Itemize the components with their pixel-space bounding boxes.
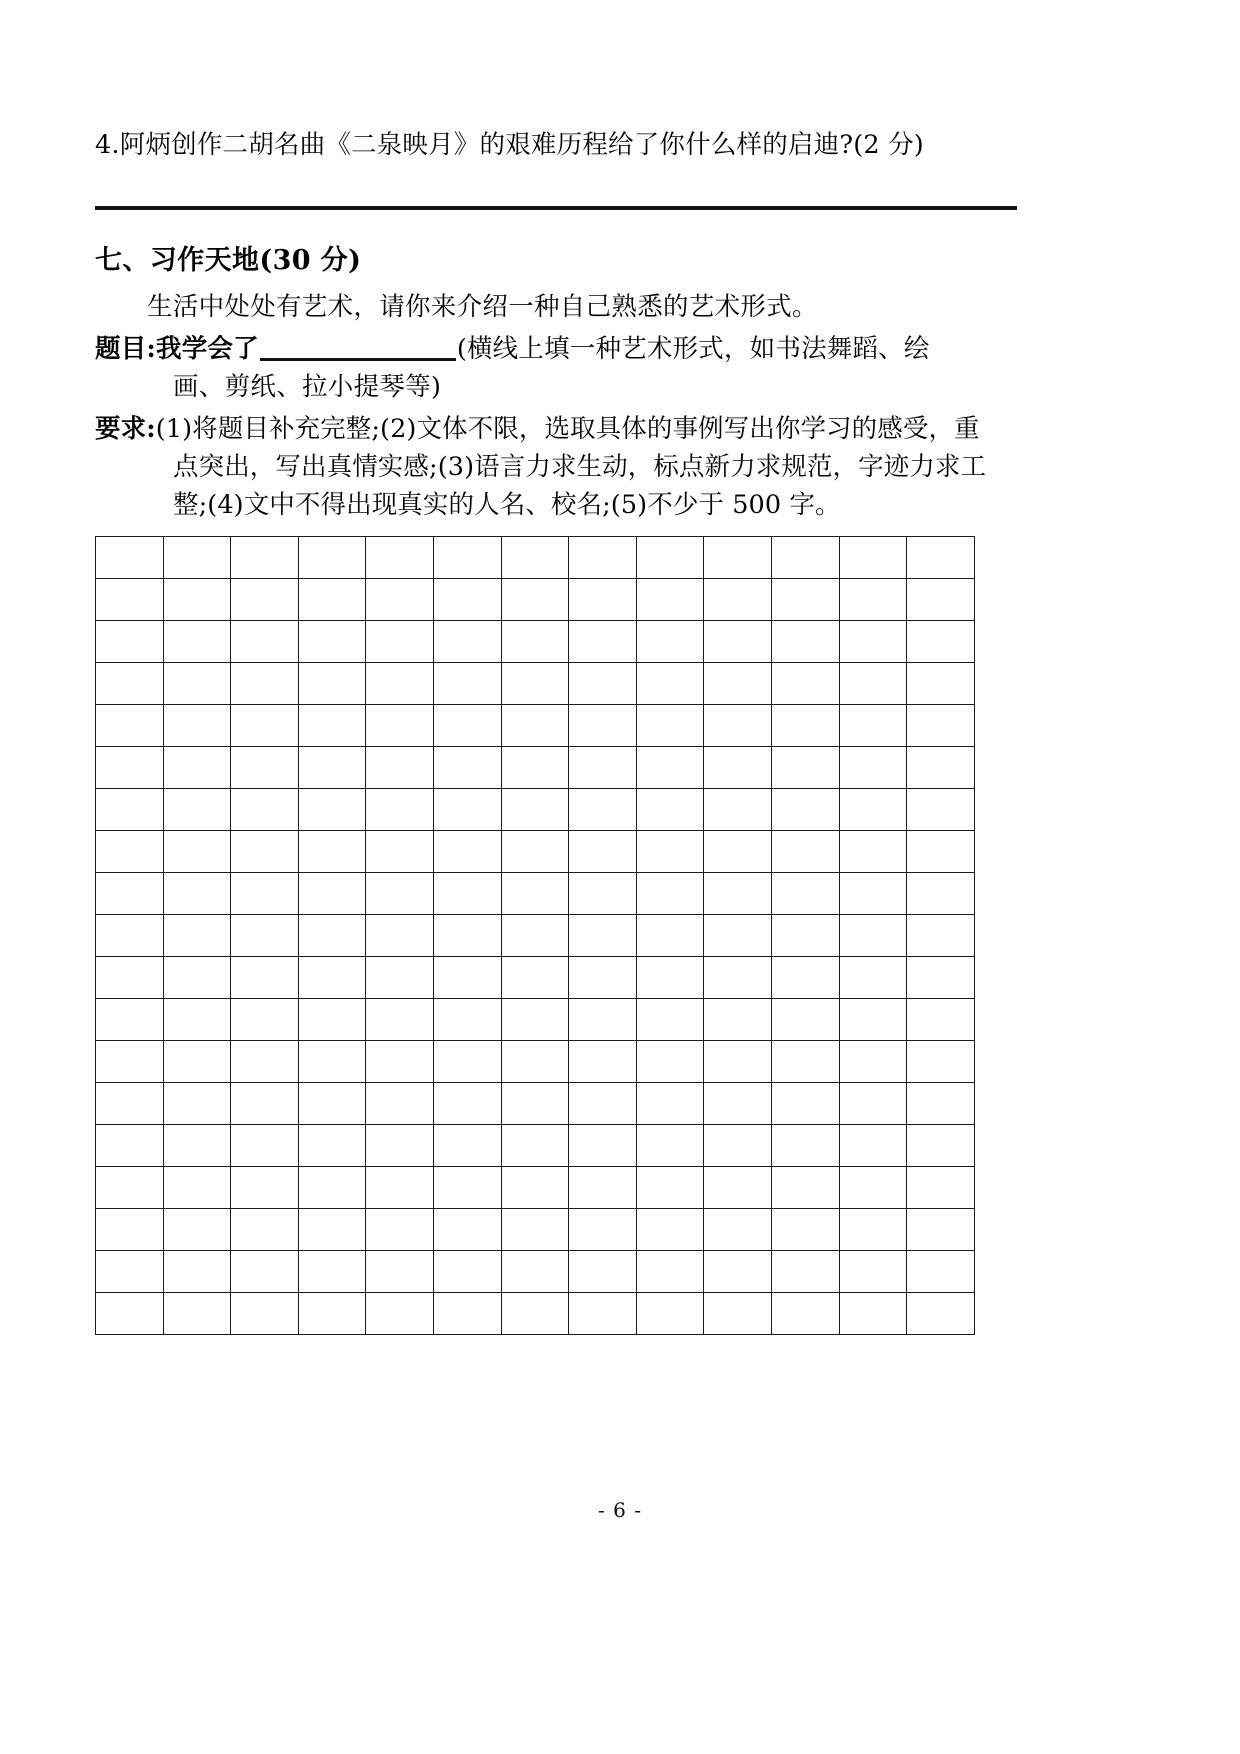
writing-grid-cell[interactable] bbox=[772, 957, 840, 999]
writing-grid-cell[interactable] bbox=[298, 1125, 366, 1167]
writing-grid-cell[interactable] bbox=[501, 957, 569, 999]
writing-grid-cell[interactable] bbox=[434, 873, 502, 915]
writing-grid-cell[interactable] bbox=[839, 1293, 907, 1335]
writing-grid-cell[interactable] bbox=[907, 1083, 975, 1125]
writing-grid-cell[interactable] bbox=[907, 999, 975, 1041]
writing-grid-cell[interactable] bbox=[907, 705, 975, 747]
writing-grid-cell[interactable] bbox=[434, 1125, 502, 1167]
writing-grid-cell[interactable] bbox=[636, 957, 704, 999]
writing-grid-cell[interactable] bbox=[434, 579, 502, 621]
writing-grid-row bbox=[96, 747, 975, 789]
writing-grid-cell[interactable] bbox=[704, 1041, 772, 1083]
page-number: - 6 - bbox=[598, 1498, 642, 1522]
writing-grid-cell[interactable] bbox=[839, 621, 907, 663]
writing-grid-cell[interactable] bbox=[501, 1083, 569, 1125]
writing-grid-cell[interactable] bbox=[636, 1125, 704, 1167]
writing-grid-cell[interactable] bbox=[839, 537, 907, 579]
writing-grid-cell[interactable] bbox=[569, 789, 637, 831]
writing-grid-cell[interactable] bbox=[96, 579, 164, 621]
writing-grid-cell[interactable] bbox=[434, 621, 502, 663]
writing-grid-cell[interactable] bbox=[96, 1167, 164, 1209]
writing-grid-cell[interactable] bbox=[163, 537, 231, 579]
writing-grid-row bbox=[96, 957, 975, 999]
section-heading-writing: 七、习作天地(30 分) bbox=[95, 245, 362, 276]
writing-grid-cell[interactable] bbox=[231, 1083, 299, 1125]
writing-grid-cell[interactable] bbox=[704, 621, 772, 663]
writing-grid-cell[interactable] bbox=[772, 915, 840, 957]
writing-grid-cell[interactable] bbox=[96, 1083, 164, 1125]
requirement-text-1: (1)将题目补充完整;(2)文体不限，选取具体的事例写出你学习的感受，重 bbox=[155, 414, 980, 444]
writing-grid-cell[interactable] bbox=[839, 1125, 907, 1167]
writing-grid-cell[interactable] bbox=[772, 537, 840, 579]
writing-grid-cell[interactable] bbox=[298, 537, 366, 579]
writing-grid-cell[interactable] bbox=[231, 873, 299, 915]
essay-title-note-continued: 画、剪纸、拉小提琴等) bbox=[173, 372, 442, 402]
essay-title-blank-input[interactable] bbox=[260, 358, 456, 361]
writing-grid-cell[interactable] bbox=[569, 873, 637, 915]
writing-grid-cell[interactable] bbox=[501, 1251, 569, 1293]
writing-grid-cell[interactable] bbox=[772, 579, 840, 621]
writing-grid-cell[interactable] bbox=[434, 1041, 502, 1083]
writing-grid-cell[interactable] bbox=[434, 1251, 502, 1293]
writing-grid-cell[interactable] bbox=[907, 1293, 975, 1335]
writing-grid-cell[interactable] bbox=[636, 831, 704, 873]
writing-grid-cell[interactable] bbox=[569, 579, 637, 621]
writing-grid-cell[interactable] bbox=[298, 1041, 366, 1083]
writing-grid-cell[interactable] bbox=[501, 1209, 569, 1251]
writing-grid-cell[interactable] bbox=[704, 915, 772, 957]
writing-grid-cell[interactable] bbox=[231, 1041, 299, 1083]
writing-grid-cell[interactable] bbox=[366, 1083, 434, 1125]
writing-grid-cell[interactable] bbox=[772, 1251, 840, 1293]
writing-grid-cell[interactable] bbox=[772, 705, 840, 747]
writing-grid-cell[interactable] bbox=[231, 579, 299, 621]
writing-grid-cell[interactable] bbox=[839, 873, 907, 915]
writing-grid-cell[interactable] bbox=[298, 1167, 366, 1209]
writing-grid-cell[interactable] bbox=[96, 621, 164, 663]
writing-grid-cell[interactable] bbox=[231, 537, 299, 579]
writing-grid-cell[interactable] bbox=[907, 1167, 975, 1209]
writing-grid-cell[interactable] bbox=[231, 957, 299, 999]
writing-grid-cell[interactable] bbox=[96, 747, 164, 789]
writing-grid-row bbox=[96, 1083, 975, 1125]
writing-grid-cell[interactable] bbox=[569, 831, 637, 873]
writing-grid-cell[interactable] bbox=[96, 1251, 164, 1293]
writing-grid-cell[interactable] bbox=[907, 789, 975, 831]
writing-grid-row bbox=[96, 1041, 975, 1083]
requirement-line-2: 点突出，写出真情实感;(3)语言力求生动，标点新力求规范，字迹力求工 bbox=[173, 452, 987, 482]
writing-grid-cell[interactable] bbox=[636, 1167, 704, 1209]
writing-grid-cell[interactable] bbox=[636, 1251, 704, 1293]
writing-prompt-text: 生活中处处有艺术，请你来介绍一种自己熟悉的艺术形式。 bbox=[147, 292, 818, 322]
writing-grid-cell[interactable] bbox=[501, 621, 569, 663]
writing-grid-cell[interactable] bbox=[434, 915, 502, 957]
writing-grid-cell[interactable] bbox=[231, 999, 299, 1041]
requirement-line-1 bbox=[95, 410, 1025, 448]
writing-grid-cell[interactable] bbox=[636, 621, 704, 663]
writing-grid-cell[interactable] bbox=[96, 831, 164, 873]
question-4-text: 4.阿炳创作二胡名曲《二泉映月》的艰难历程给了你什么样的启迪?(2 分) bbox=[95, 130, 924, 160]
writing-grid-cell[interactable] bbox=[501, 663, 569, 705]
writing-grid-cell[interactable] bbox=[636, 579, 704, 621]
writing-grid-cell[interactable] bbox=[636, 915, 704, 957]
writing-grid-row bbox=[96, 873, 975, 915]
writing-grid-cell[interactable] bbox=[907, 579, 975, 621]
writing-grid-cell[interactable] bbox=[163, 789, 231, 831]
writing-grid-cell[interactable] bbox=[298, 999, 366, 1041]
writing-grid-cell[interactable] bbox=[907, 915, 975, 957]
writing-grid-cell[interactable] bbox=[434, 1083, 502, 1125]
writing-grid-cell[interactable] bbox=[772, 621, 840, 663]
writing-grid-cell[interactable] bbox=[231, 663, 299, 705]
writing-grid-cell[interactable] bbox=[772, 747, 840, 789]
writing-grid-cell[interactable] bbox=[163, 663, 231, 705]
writing-grid-cell[interactable] bbox=[163, 1293, 231, 1335]
writing-grid-cell[interactable] bbox=[569, 1167, 637, 1209]
writing-grid-cell[interactable] bbox=[366, 579, 434, 621]
writing-grid-cell[interactable] bbox=[569, 1125, 637, 1167]
writing-grid-cell[interactable] bbox=[231, 1209, 299, 1251]
writing-grid-cell[interactable] bbox=[96, 1041, 164, 1083]
writing-grid-cell[interactable] bbox=[96, 1209, 164, 1251]
writing-grid-cell[interactable] bbox=[163, 1167, 231, 1209]
writing-grid-cell[interactable] bbox=[96, 957, 164, 999]
writing-grid-cell[interactable] bbox=[704, 1293, 772, 1335]
writing-grid-cell[interactable] bbox=[907, 747, 975, 789]
writing-grid-body bbox=[96, 537, 975, 1335]
writing-grid-cell[interactable] bbox=[772, 999, 840, 1041]
writing-grid-cell[interactable] bbox=[163, 1083, 231, 1125]
writing-grid-cell[interactable] bbox=[96, 1125, 164, 1167]
writing-grid-cell[interactable] bbox=[434, 789, 502, 831]
writing-grid-cell[interactable] bbox=[772, 789, 840, 831]
writing-grid-row bbox=[96, 621, 975, 663]
writing-grid-cell[interactable] bbox=[636, 705, 704, 747]
writing-grid-cell[interactable] bbox=[96, 873, 164, 915]
writing-grid-cell[interactable] bbox=[366, 1209, 434, 1251]
writing-grid-cell[interactable] bbox=[163, 747, 231, 789]
writing-grid-cell[interactable] bbox=[839, 789, 907, 831]
writing-grid-cell[interactable] bbox=[163, 1125, 231, 1167]
writing-grid-cell[interactable] bbox=[772, 1209, 840, 1251]
writing-grid-cell[interactable] bbox=[569, 1209, 637, 1251]
writing-grid-cell[interactable] bbox=[636, 1209, 704, 1251]
writing-grid-cell[interactable] bbox=[366, 621, 434, 663]
writing-grid-cell[interactable] bbox=[636, 1083, 704, 1125]
writing-grid-cell[interactable] bbox=[569, 1251, 637, 1293]
writing-grid-cell[interactable] bbox=[298, 621, 366, 663]
writing-grid-cell[interactable] bbox=[231, 1293, 299, 1335]
writing-grid-cell[interactable] bbox=[704, 1251, 772, 1293]
writing-grid-cell[interactable] bbox=[366, 537, 434, 579]
writing-grid-cell[interactable] bbox=[907, 663, 975, 705]
writing-grid-row bbox=[96, 1251, 975, 1293]
writing-grid-cell[interactable] bbox=[231, 705, 299, 747]
writing-grid-cell[interactable] bbox=[501, 831, 569, 873]
writing-grid-cell[interactable] bbox=[569, 915, 637, 957]
writing-grid-cell[interactable] bbox=[298, 663, 366, 705]
writing-grid-cell[interactable] bbox=[772, 1167, 840, 1209]
writing-grid-cell[interactable] bbox=[907, 621, 975, 663]
writing-grid-cell[interactable] bbox=[434, 1293, 502, 1335]
writing-grid-cell[interactable] bbox=[501, 705, 569, 747]
writing-grid-cell[interactable] bbox=[231, 621, 299, 663]
writing-grid-cell[interactable] bbox=[907, 957, 975, 999]
writing-grid-cell[interactable] bbox=[569, 999, 637, 1041]
writing-grid-cell[interactable] bbox=[839, 663, 907, 705]
writing-grid-cell[interactable] bbox=[434, 999, 502, 1041]
writing-grid-row bbox=[96, 537, 975, 579]
writing-grid-row bbox=[96, 1209, 975, 1251]
writing-grid-cell[interactable] bbox=[163, 1041, 231, 1083]
writing-grid-cell[interactable] bbox=[231, 831, 299, 873]
writing-grid-cell[interactable] bbox=[501, 1167, 569, 1209]
writing-grid-cell[interactable] bbox=[907, 1209, 975, 1251]
writing-grid-cell[interactable] bbox=[434, 1209, 502, 1251]
writing-grid-cell[interactable] bbox=[839, 1041, 907, 1083]
writing-grid-row bbox=[96, 915, 975, 957]
writing-grid-cell[interactable] bbox=[163, 915, 231, 957]
writing-grid-cell[interactable] bbox=[569, 1293, 637, 1335]
writing-grid-row bbox=[96, 1125, 975, 1167]
writing-grid-cell[interactable] bbox=[501, 579, 569, 621]
writing-grid-cell[interactable] bbox=[636, 747, 704, 789]
writing-grid-cell[interactable] bbox=[163, 873, 231, 915]
writing-grid-cell[interactable] bbox=[434, 747, 502, 789]
writing-grid-cell[interactable] bbox=[704, 957, 772, 999]
writing-grid-cell[interactable] bbox=[231, 1167, 299, 1209]
writing-grid-cell[interactable] bbox=[704, 663, 772, 705]
writing-grid-cell[interactable] bbox=[636, 873, 704, 915]
writing-grid-cell[interactable] bbox=[298, 1209, 366, 1251]
writing-grid-cell[interactable] bbox=[569, 537, 637, 579]
writing-grid-row bbox=[96, 705, 975, 747]
page-content bbox=[95, 128, 1025, 1335]
writing-grid-cell[interactable] bbox=[839, 915, 907, 957]
writing-grid-cell[interactable] bbox=[704, 747, 772, 789]
writing-grid-cell[interactable] bbox=[704, 1209, 772, 1251]
writing-grid-cell[interactable] bbox=[772, 873, 840, 915]
writing-grid-cell[interactable] bbox=[569, 663, 637, 705]
writing-grid-cell[interactable] bbox=[772, 1125, 840, 1167]
writing-grid-cell[interactable] bbox=[704, 831, 772, 873]
writing-grid-cell[interactable] bbox=[366, 705, 434, 747]
essay-title-note: (横线上填一种艺术形式，如书法舞蹈、绘 bbox=[456, 334, 930, 364]
writing-grid-cell[interactable] bbox=[366, 747, 434, 789]
writing-grid-cell[interactable] bbox=[366, 999, 434, 1041]
writing-grid-cell[interactable] bbox=[907, 537, 975, 579]
writing-grid-cell[interactable] bbox=[434, 663, 502, 705]
writing-grid-cell[interactable] bbox=[839, 831, 907, 873]
writing-grid-cell[interactable] bbox=[163, 831, 231, 873]
writing-grid-cell[interactable] bbox=[434, 537, 502, 579]
writing-grid-cell[interactable] bbox=[569, 705, 637, 747]
writing-grid-cell[interactable] bbox=[366, 831, 434, 873]
writing-grid-cell[interactable] bbox=[366, 1125, 434, 1167]
essay-title-label: 题目:我学会了 bbox=[95, 334, 259, 364]
writing-grid-cell[interactable] bbox=[907, 1251, 975, 1293]
writing-grid-cell[interactable] bbox=[636, 999, 704, 1041]
writing-grid-cell[interactable] bbox=[772, 1083, 840, 1125]
writing-grid-cell[interactable] bbox=[704, 873, 772, 915]
writing-grid-cell[interactable] bbox=[501, 915, 569, 957]
writing-grid-cell[interactable] bbox=[366, 663, 434, 705]
writing-grid-cell[interactable] bbox=[501, 747, 569, 789]
writing-grid-cell[interactable] bbox=[501, 1041, 569, 1083]
requirement-line-3: 整;(4)文中不得出现真实的人名、校名;(5)不少于 500 字。 bbox=[173, 490, 841, 520]
writing-grid-cell[interactable] bbox=[434, 957, 502, 999]
writing-grid-cell[interactable] bbox=[636, 1041, 704, 1083]
writing-grid-cell[interactable] bbox=[907, 831, 975, 873]
writing-grid-cell[interactable] bbox=[163, 957, 231, 999]
writing-grid-row bbox=[96, 1167, 975, 1209]
writing-grid-cell[interactable] bbox=[636, 537, 704, 579]
requirements-block bbox=[95, 410, 1025, 524]
writing-grid-cell[interactable] bbox=[298, 747, 366, 789]
writing-grid-cell[interactable] bbox=[298, 579, 366, 621]
writing-grid-cell[interactable] bbox=[569, 747, 637, 789]
writing-grid-cell[interactable] bbox=[366, 957, 434, 999]
writing-grid-cell[interactable] bbox=[704, 705, 772, 747]
writing-grid-cell[interactable] bbox=[907, 1125, 975, 1167]
writing-grid-cell[interactable] bbox=[772, 831, 840, 873]
writing-grid-cell[interactable] bbox=[366, 1041, 434, 1083]
writing-grid-cell[interactable] bbox=[96, 537, 164, 579]
writing-grid-cell[interactable] bbox=[839, 1167, 907, 1209]
writing-grid-cell[interactable] bbox=[366, 1167, 434, 1209]
writing-grid-cell[interactable] bbox=[163, 999, 231, 1041]
writing-grid-cell[interactable] bbox=[434, 1167, 502, 1209]
writing-grid-cell[interactable] bbox=[298, 873, 366, 915]
writing-grid-cell[interactable] bbox=[907, 1041, 975, 1083]
writing-grid-cell[interactable] bbox=[366, 1293, 434, 1335]
writing-grid-wrapper bbox=[95, 536, 1025, 1335]
writing-grid-cell[interactable] bbox=[298, 831, 366, 873]
writing-grid-cell[interactable] bbox=[298, 705, 366, 747]
writing-grid-row bbox=[96, 1293, 975, 1335]
writing-grid-cell[interactable] bbox=[569, 1083, 637, 1125]
writing-grid-cell[interactable] bbox=[163, 621, 231, 663]
writing-grid-cell[interactable] bbox=[96, 999, 164, 1041]
writing-grid[interactable] bbox=[95, 536, 975, 1335]
writing-grid-cell[interactable] bbox=[839, 705, 907, 747]
writing-grid-cell[interactable] bbox=[231, 789, 299, 831]
writing-grid-cell[interactable] bbox=[501, 537, 569, 579]
answer-rule-line bbox=[95, 206, 1017, 210]
writing-grid-cell[interactable] bbox=[366, 1251, 434, 1293]
writing-grid-cell[interactable] bbox=[569, 1041, 637, 1083]
writing-grid-cell[interactable] bbox=[839, 999, 907, 1041]
writing-grid-cell[interactable] bbox=[501, 999, 569, 1041]
writing-grid-cell[interactable] bbox=[501, 1293, 569, 1335]
essay-title-line bbox=[95, 330, 1025, 368]
requirements-label: 要求: bbox=[95, 414, 156, 444]
writing-grid-cell[interactable] bbox=[366, 915, 434, 957]
writing-grid-cell[interactable] bbox=[772, 1041, 840, 1083]
writing-grid-cell[interactable] bbox=[704, 579, 772, 621]
writing-grid-cell[interactable] bbox=[839, 1251, 907, 1293]
writing-grid-cell[interactable] bbox=[839, 957, 907, 999]
writing-grid-cell[interactable] bbox=[231, 747, 299, 789]
writing-grid-cell[interactable] bbox=[96, 789, 164, 831]
writing-grid-cell[interactable] bbox=[298, 957, 366, 999]
writing-grid-row bbox=[96, 789, 975, 831]
writing-grid-cell[interactable] bbox=[636, 789, 704, 831]
writing-grid-cell[interactable] bbox=[704, 1167, 772, 1209]
writing-grid-row bbox=[96, 999, 975, 1041]
writing-grid-cell[interactable] bbox=[704, 1083, 772, 1125]
writing-grid-cell[interactable] bbox=[434, 705, 502, 747]
writing-grid-row bbox=[96, 663, 975, 705]
writing-grid-cell[interactable] bbox=[96, 663, 164, 705]
writing-grid-cell[interactable] bbox=[163, 705, 231, 747]
writing-grid-cell[interactable] bbox=[366, 873, 434, 915]
writing-grid-cell[interactable] bbox=[704, 999, 772, 1041]
writing-grid-cell[interactable] bbox=[163, 1209, 231, 1251]
writing-grid-cell[interactable] bbox=[298, 915, 366, 957]
writing-grid-cell[interactable] bbox=[839, 579, 907, 621]
writing-grid-cell[interactable] bbox=[298, 789, 366, 831]
writing-grid-cell[interactable] bbox=[96, 1293, 164, 1335]
writing-grid-cell[interactable] bbox=[501, 873, 569, 915]
writing-grid-cell[interactable] bbox=[163, 579, 231, 621]
writing-grid-cell[interactable] bbox=[704, 789, 772, 831]
writing-grid-cell[interactable] bbox=[907, 873, 975, 915]
writing-grid-cell[interactable] bbox=[231, 1125, 299, 1167]
writing-grid-cell[interactable] bbox=[231, 915, 299, 957]
writing-grid-cell[interactable] bbox=[298, 1083, 366, 1125]
writing-grid-cell[interactable] bbox=[839, 1083, 907, 1125]
writing-grid-cell[interactable] bbox=[96, 705, 164, 747]
writing-grid-cell[interactable] bbox=[163, 1251, 231, 1293]
writing-grid-cell[interactable] bbox=[501, 789, 569, 831]
writing-grid-cell[interactable] bbox=[704, 1125, 772, 1167]
writing-grid-cell[interactable] bbox=[366, 789, 434, 831]
writing-grid-row bbox=[96, 579, 975, 621]
writing-grid-cell[interactable] bbox=[569, 957, 637, 999]
writing-grid-cell[interactable] bbox=[298, 1293, 366, 1335]
writing-grid-cell[interactable] bbox=[839, 747, 907, 789]
writing-grid-cell[interactable] bbox=[636, 663, 704, 705]
writing-grid-cell[interactable] bbox=[772, 663, 840, 705]
writing-grid-cell[interactable] bbox=[434, 831, 502, 873]
writing-grid-cell[interactable] bbox=[772, 1293, 840, 1335]
writing-grid-cell[interactable] bbox=[231, 1251, 299, 1293]
writing-grid-cell[interactable] bbox=[839, 1209, 907, 1251]
writing-grid-cell[interactable] bbox=[298, 1251, 366, 1293]
writing-grid-cell[interactable] bbox=[96, 915, 164, 957]
writing-grid-cell[interactable] bbox=[636, 1293, 704, 1335]
writing-grid-cell[interactable] bbox=[704, 537, 772, 579]
writing-grid-row bbox=[96, 831, 975, 873]
writing-grid-cell[interactable] bbox=[501, 1125, 569, 1167]
writing-grid-cell[interactable] bbox=[569, 621, 637, 663]
